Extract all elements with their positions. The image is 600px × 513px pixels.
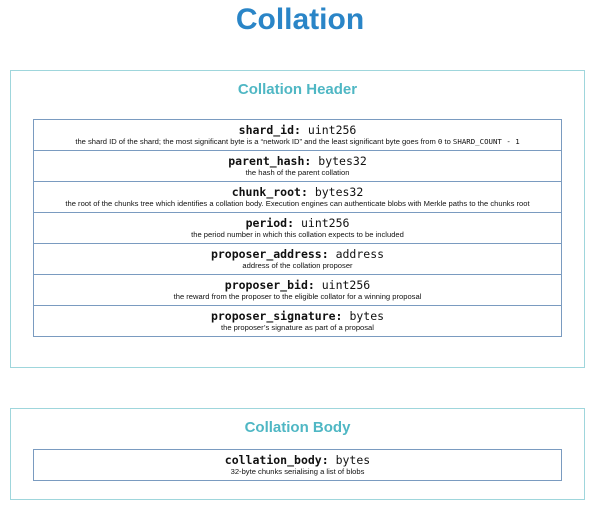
field-row [33, 449, 562, 481]
section-title-body: Collation Body [244, 419, 351, 436]
field-row [33, 119, 562, 151]
field-description-code: 0 [437, 137, 443, 146]
field-description [34, 168, 561, 178]
body-field-list [33, 449, 562, 480]
field-signature [34, 309, 561, 323]
field-name: proposer_signature: [210, 309, 343, 323]
field-type: uint256 [300, 216, 350, 230]
collation-body-section [10, 408, 585, 500]
field-name: collation_body: [224, 453, 329, 467]
field-signature [34, 123, 561, 137]
field-description-text: the period number in which this collation expects to be included [191, 230, 404, 239]
field-description-text: the hash of the parent collation [245, 168, 350, 177]
field-signature [34, 453, 561, 467]
field-description [34, 261, 561, 271]
field-type: bytes [335, 453, 371, 467]
field-type: address [335, 247, 385, 261]
field-description-text: to [442, 137, 453, 146]
field-type: bytes [349, 309, 385, 323]
collation-header-section [10, 70, 585, 368]
section-title-header: Collation Header [237, 81, 358, 98]
field-type: uint256 [321, 278, 371, 292]
field-description-text: address of the collation proposer [242, 261, 353, 270]
field-description-text: the reward from the proposer to the eligible collator for a winning proposal [173, 292, 422, 301]
field-name: period: [245, 216, 295, 230]
field-name: shard_id: [238, 123, 301, 137]
field-signature [34, 247, 561, 261]
field-signature [34, 154, 561, 168]
field-description [34, 137, 561, 147]
field-row [33, 181, 562, 213]
page-title: Collation [235, 3, 365, 36]
field-type: uint256 [307, 123, 357, 137]
field-description-code: SHARD_COUNT - 1 [452, 137, 520, 146]
field-name: parent_hash: [228, 154, 312, 168]
field-description-text: the proposer’s signature as part of a proposal [221, 323, 374, 332]
field-signature [34, 185, 561, 199]
field-description [34, 230, 561, 240]
field-type: bytes32 [314, 185, 364, 199]
field-row [33, 212, 562, 244]
field-description [34, 323, 561, 333]
field-name: proposer_address: [210, 247, 329, 261]
field-signature [34, 216, 561, 230]
field-row [33, 150, 562, 182]
field-description [34, 199, 561, 209]
field-signature [34, 278, 561, 292]
field-name: chunk_root: [231, 185, 308, 199]
field-description-text: the shard ID of the shard; the most significant byte is a “network ID” and the least significant byte goes from [75, 137, 438, 146]
field-description-text: 32-byte chunks serialising a list of blobs [230, 467, 365, 476]
field-description [34, 292, 561, 302]
header-field-list [33, 119, 562, 336]
field-row [33, 243, 562, 275]
field-type: bytes32 [318, 154, 367, 168]
field-description [34, 467, 561, 477]
field-description-text: the root of the chunks tree which identifies a collation body. Execution engines can authenticate blobs with Merkle paths to the chunks root [65, 199, 530, 208]
field-name: proposer_bid: [224, 278, 315, 292]
field-row [33, 305, 562, 337]
field-row [33, 274, 562, 306]
